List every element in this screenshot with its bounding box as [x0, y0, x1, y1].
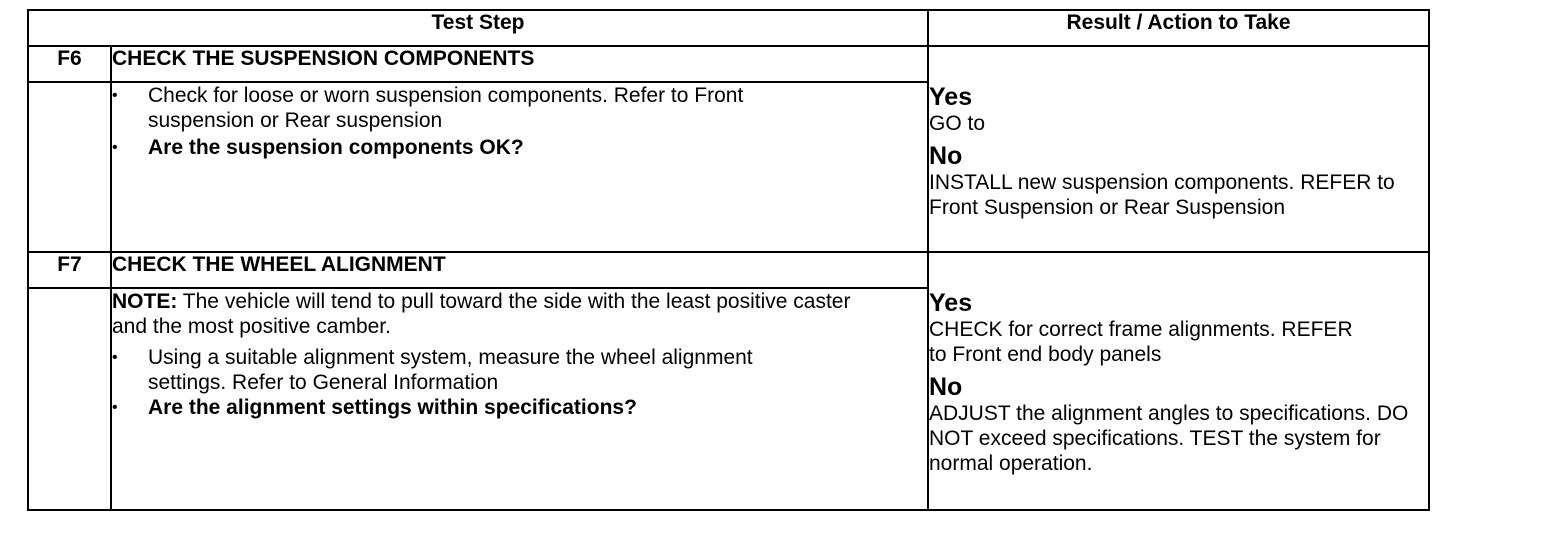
diagnostic-table — [27, 9, 1430, 511]
step-id: F6 — [28, 46, 111, 82]
bullet-icon: • — [112, 399, 118, 416]
no-text: ADJUST the alignment angles to specifications. DO NOT exceed specifications. TEST the system for normal operation. — [929, 402, 1409, 475]
yes-text: GO to — [929, 112, 986, 135]
step-result — [928, 46, 1429, 252]
test-step-header: Test Step — [28, 10, 928, 46]
step-title-row — [28, 252, 1429, 288]
list-item — [112, 395, 927, 420]
step-title: CHECK THE WHEEL ALIGNMENT — [111, 252, 928, 288]
table-header-row — [28, 10, 1429, 46]
step-id-spacer — [28, 288, 111, 510]
bullet-icon: • — [112, 139, 118, 156]
no-label: No — [929, 373, 963, 401]
step-title: CHECK THE SUSPENSION COMPONENTS — [111, 46, 928, 82]
note-paragraph — [112, 289, 862, 339]
bullet-question: Are the suspension components OK? — [148, 136, 524, 159]
list-item — [112, 345, 927, 395]
bullet-icon: • — [112, 349, 118, 366]
list-item — [112, 83, 927, 133]
step-id: F7 — [28, 252, 111, 288]
bullet-question: Are the alignment settings within specifications? — [148, 396, 637, 419]
yes-text: CHECK for correct frame alignments. REFER to Front end body panels — [929, 318, 1353, 366]
note-text: The vehicle will tend to pull toward the side with the least positive caster and the most positive camber. — [112, 290, 851, 338]
bullet-text: Using a suitable alignment system, measure the wheel alignment settings. Refer to General Information — [148, 346, 753, 394]
result-action-header: Result / Action to Take — [928, 10, 1429, 46]
note-label: NOTE: — [112, 290, 178, 313]
step-id-spacer — [28, 82, 111, 252]
bullet-text: Check for loose or worn suspension components. Refer to Front suspension or Rear suspension — [148, 84, 744, 132]
no-label: No — [929, 142, 963, 170]
yes-label: Yes — [929, 83, 973, 111]
step-body — [111, 82, 928, 252]
yes-label: Yes — [929, 289, 973, 317]
step-result — [928, 252, 1429, 510]
no-text: INSTALL new suspension components. REFER to Front Suspension or Rear Suspension — [929, 171, 1395, 219]
list-item — [112, 135, 927, 160]
bullet-icon: • — [112, 87, 118, 104]
step-body — [111, 288, 928, 510]
step-title-row — [28, 46, 1429, 82]
